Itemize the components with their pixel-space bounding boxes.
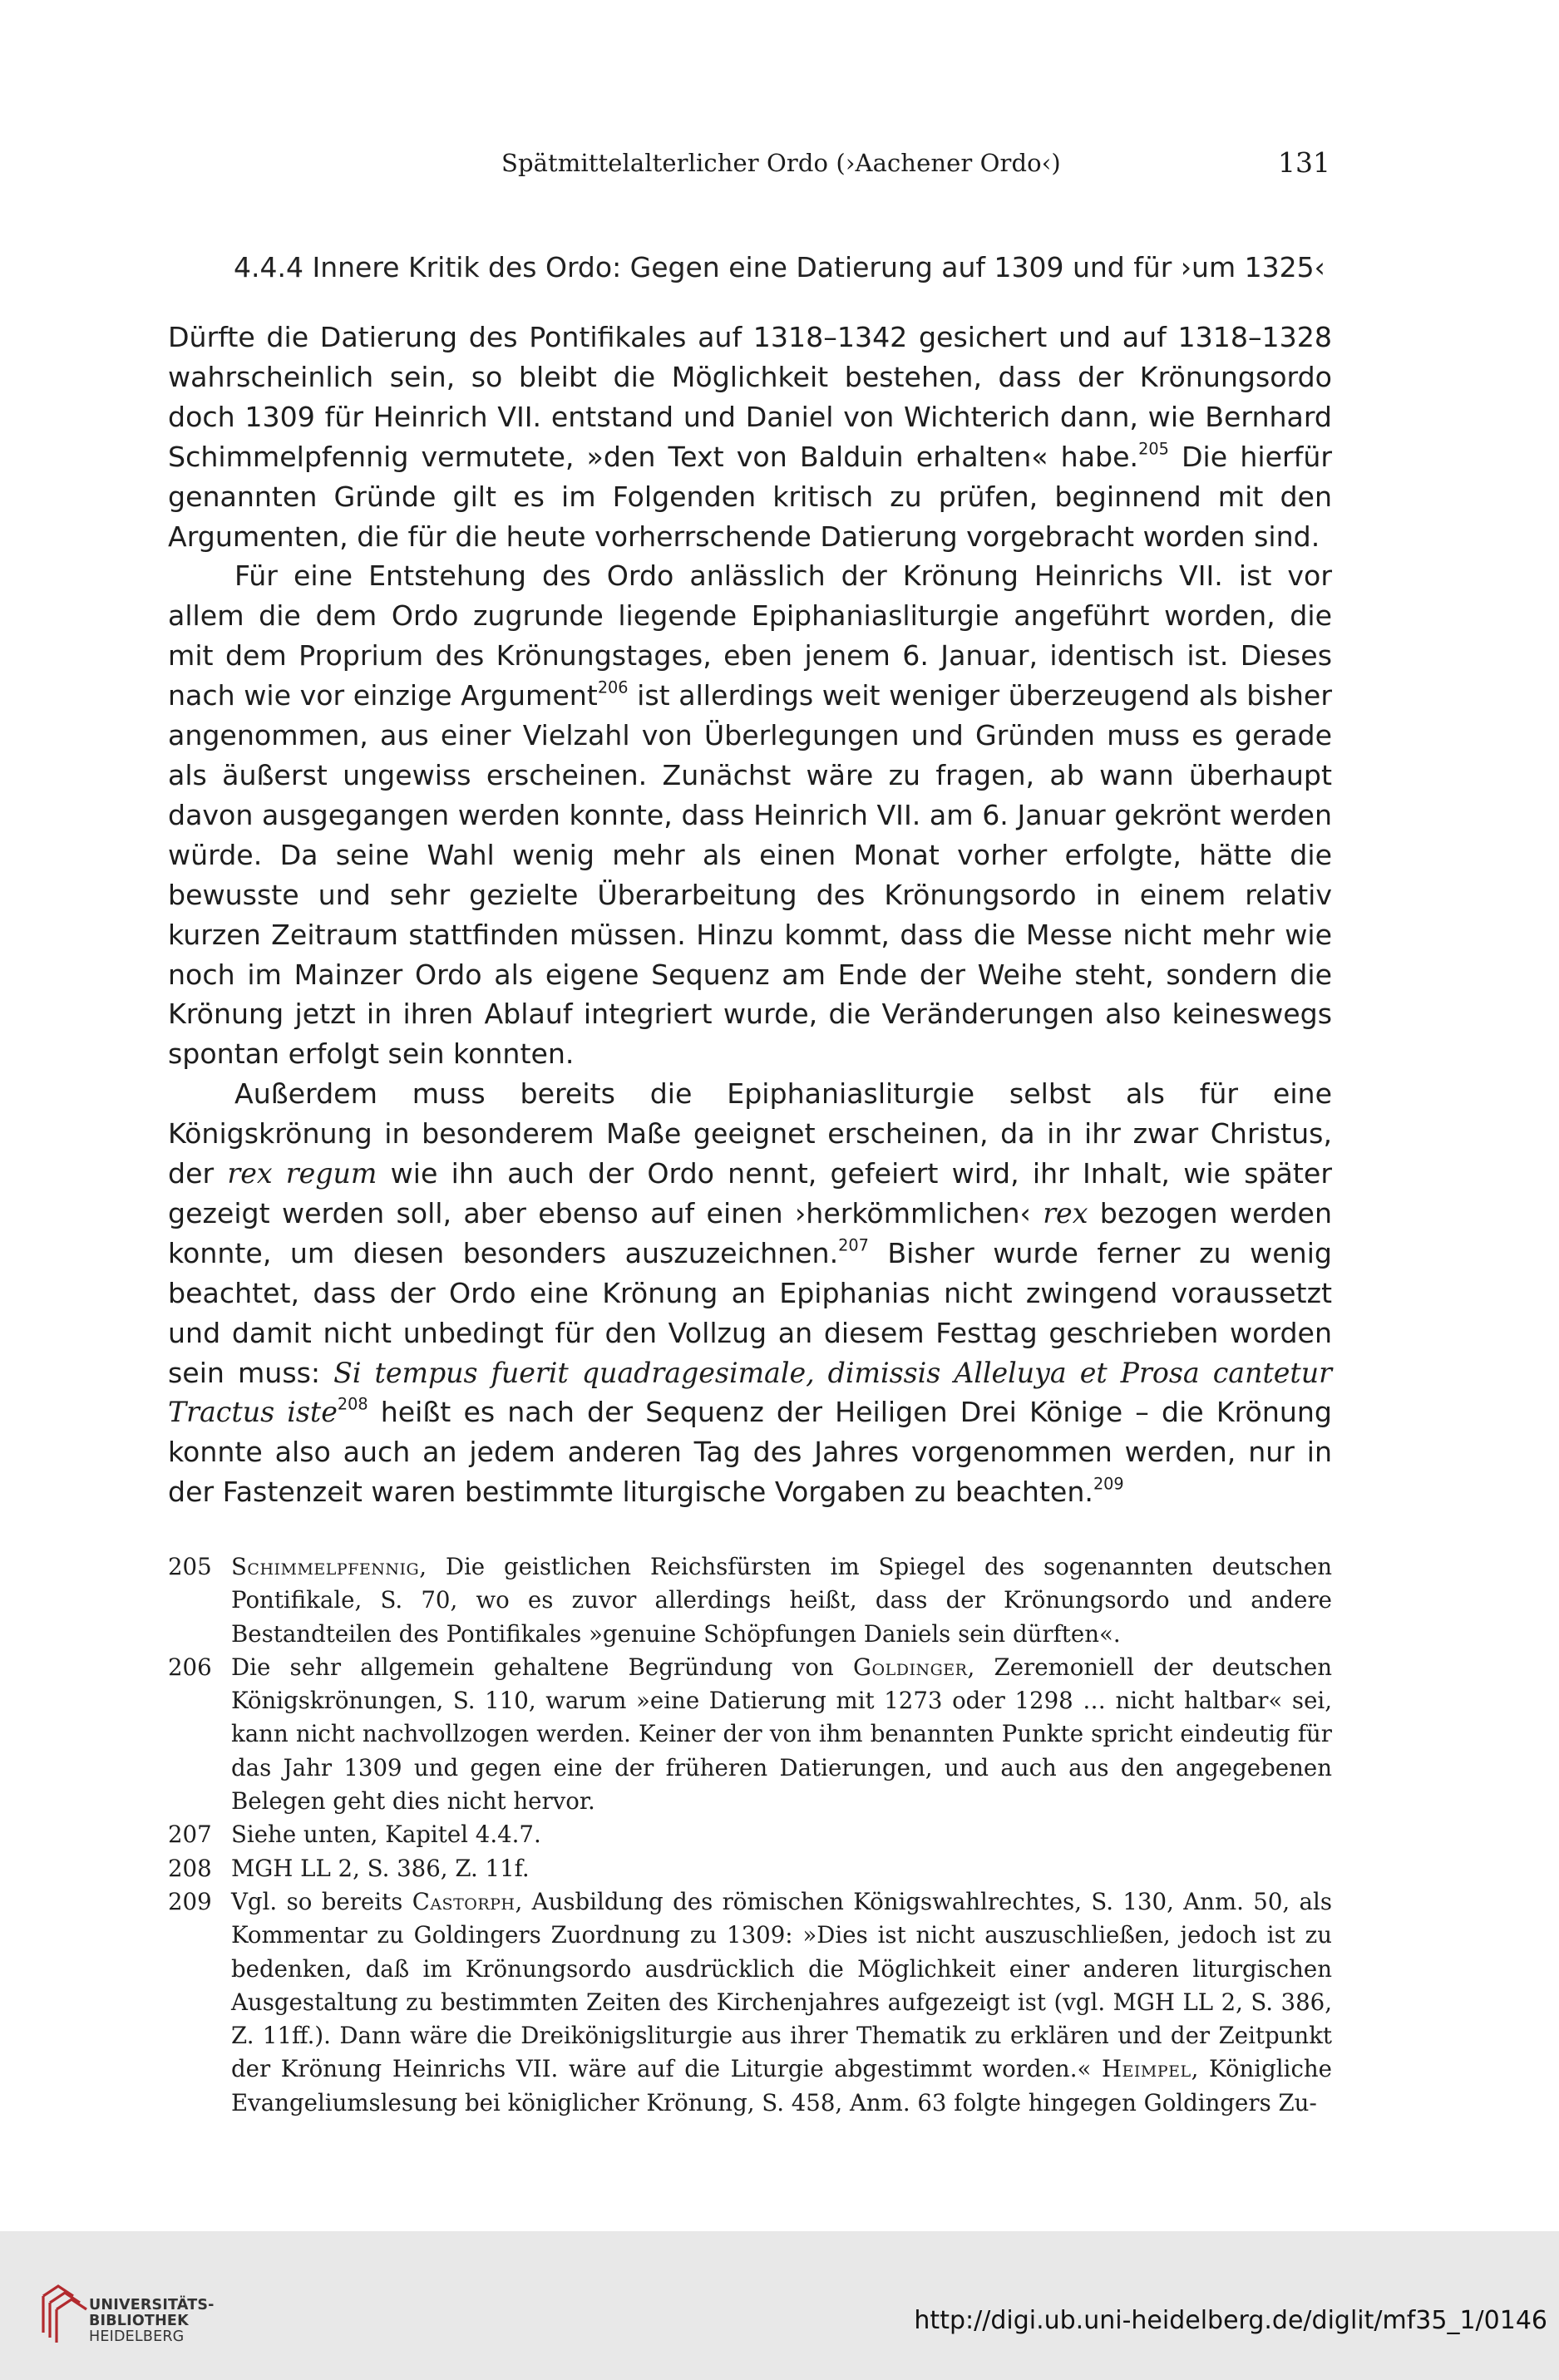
- footnotes: [168, 1550, 1332, 2120]
- latin-quote: Si tempus fuerit quadragesimale, dimissis Alleluya et Prosa cantetur Tractus iste: [168, 1356, 1332, 1429]
- footnote-ref-207[interactable]: 207: [838, 1235, 869, 1255]
- footnote-ref-205[interactable]: 205: [1138, 439, 1169, 459]
- footnote-author: Castorph: [412, 1887, 516, 1915]
- footnote-text: , Zeremoniell der deutschen Königskrönungen, S. 110, warum »eine Datierung mit 1273 oder 1298 … nicht haltbar« sei, kann nicht nachvollzogen werden. Keiner der von ihm benannten Punkte spricht eindeutig für das Jahr 1309 und gegen eine der früheren Datierungen, und auch aus den angegebenen Belegen geht dies nicht hervor.: [231, 1653, 1332, 1816]
- paragraph-1: [168, 318, 1332, 556]
- library-name-line: HEIDELBERG: [89, 2328, 185, 2345]
- footnote-text: Siehe unten, Kapitel 4.4.7.: [231, 1821, 541, 1849]
- footnote-number: 205: [168, 1553, 212, 1580]
- footnote-ref-209[interactable]: 209: [1093, 1474, 1124, 1494]
- text-run: Außerdem muss bereits die Epiphaniasliturgie selbst als für eine Königskrönung in besonderem Maße geeignet erscheinen, da in ihr zwar Christus, der: [168, 1077, 1332, 1190]
- footnote-206: [168, 1651, 1332, 1818]
- footnote-text: , Königliche Evangeliumslesung bei königlicher Krönung, S. 458, Anm. 63 folgte hingegen Goldingers Zu-: [231, 2055, 1332, 2116]
- library-footer-bar: [0, 2231, 1559, 2380]
- footnote-text: Die sehr allgemein gehaltene Begründung von: [231, 1653, 853, 1681]
- text-run: heißt es nach der Sequenz der Heiligen Drei Könige – die Krönung konnte also auch an jedem anderen Tag des Jahres vorgenommen werden, nur in der Fastenzeit waren bestimmte liturgische Vorgaben zu beachten.: [168, 1396, 1332, 1509]
- footnote-text: , Ausbildung des römischen Königswahlrechtes, S. 130, Anm. 50, als Kommentar zu Goldingers Zuordnung zu 1309: »Dies ist nicht auszuschließen, jedoch ist zu bedenken, daß im Krönungsordo ausdrücklich die Möglichkeit einer anderen liturgischen Ausgestaltung zu bestimmten Zeiten des Kirchenjahres aufgezeigt ist (vgl. MGH LL 2, S. 386, Z. 11ff.). Dann wäre die Dreikönigsliturgie aus ihrer Thematik zu erklären und der Zeitpunkt der Krönung Heinrichs VII. wäre auf die Liturgie abgestimmt worden.«: [231, 1887, 1332, 2083]
- footnote-number: 207: [168, 1821, 212, 1849]
- footnote-number: 206: [168, 1653, 212, 1681]
- body-text: [168, 318, 1332, 1512]
- text-run: Dürfte die Datierung des Pontifikales auf 1318–1342 gesichert und auf 1318–1328 wahrscheinlich sein, so bleibt die Möglichkeit bestehen, dass der Krönungsordo doch 1309 für Heinrich VII. entstand und Daniel von Wichterich dann, wie Bernhard Schimmelpfennig vermutete, »den Text von Balduin erhalten« habe.: [168, 321, 1332, 473]
- footnote-text: , Die geistlichen Reichsfürsten im Spiegel des sogenannten deutschen Pontifikale, S. 70, wo es zuvor allerdings heißt, dass der Krönungsordo und andere Bestandteilen des Pontifikales »genuine Schöpfungen Daniels sein dürften«.: [231, 1553, 1332, 1648]
- footnote-author: Schimmelpfennig: [231, 1553, 420, 1580]
- footnote-number: 208: [168, 1854, 212, 1882]
- text-run: wie ihn auch der Ordo nennt, gefeiert wird, ihr Inhalt, wie später gezeigt werden soll, aber ebenso auf einen ›herkömmlichen‹: [168, 1157, 1332, 1229]
- text-run: Für eine Entstehung des Ordo anlässlich der Krönung Heinrichs VII. ist vor allem die dem Ordo zugrunde liegende Epiphaniasliturgie angeführt worden, die mit dem Proprium des Krönungstages, eben jenem 6. Januar, identisch ist. Dieses nach wie vor einzige Argument: [168, 559, 1332, 712]
- library-logo-icon: [40, 2281, 90, 2344]
- footnote-207: [168, 1818, 1332, 1851]
- footnote-text: Vgl. so bereits: [231, 1887, 412, 1915]
- footnote-number: 209: [168, 1887, 212, 1915]
- text-run: ist allerdings weit weniger überzeugend als bisher angenommen, aus einer Vielzahl von Überlegungen und Gründen muss es gerade als äußerst ungewiss erscheinen. Zunächst wäre zu fragen, ab wann überhaupt davon ausgegangen werden konnte, dass Heinrich VII. am 6. Januar gekrönt werden würde. Da seine Wahl wenig mehr als einen Monat vorher erfolgte, hätte die bewusste und sehr gezielte Überarbeitung des Krönungsordo in einem relativ kurzen Zeitraum stattfinden müssen. Hinzu kommt, dass die Messe nicht mehr wie noch im Mainzer Ordo als eigene Sequenz am Ende der Weihe steht, sondern die Krönung jetzt in ihren Ablauf integriert wurde, die Veränderungen also keineswegs spontan erfolgt sein konnten.: [168, 679, 1332, 1071]
- page-number: 131: [1278, 146, 1330, 179]
- paragraph-2: [168, 556, 1332, 1074]
- digital-copy-url[interactable]: http://digi.ub.uni-heidelberg.de/diglit/mf35_1/0146: [914, 2306, 1547, 2335]
- footnote-text: MGH LL 2, S. 386, Z. 11f.: [231, 1854, 530, 1882]
- latin-term: rex regum: [227, 1157, 377, 1190]
- footnote-208: [168, 1852, 1332, 1885]
- text-run: bezogen werden konnte, um diesen besonders auszuzeichnen.: [168, 1196, 1333, 1269]
- paragraph-3: [168, 1074, 1332, 1512]
- footnote-209: [168, 1885, 1332, 2120]
- library-name: [89, 2298, 215, 2345]
- library-name-line: UNIVERSITÄTS-: [89, 2297, 215, 2313]
- running-title: Spätmittelalterlicher Ordo (›Aachener Ordo‹): [501, 149, 1061, 177]
- footnote-205: [168, 1550, 1332, 1651]
- footnote-author: Heimpel: [1101, 2055, 1191, 2083]
- footnote-ref-206[interactable]: 206: [597, 678, 629, 697]
- footnote-ref-208[interactable]: 208: [337, 1395, 368, 1415]
- library-name-line: BIBLIOTHEK: [89, 2313, 189, 2329]
- text-run: Bisher wurde ferner zu wenig beachtet, dass der Ordo eine Krönung an Epiphanias nicht zwingend voraussetzt und damit nicht unbedingt für den Vollzug an diesem Festtag geschrieben worden sein muss:: [168, 1236, 1332, 1389]
- section-heading: 4.4.4 Innere Kritik des Ordo: Gegen eine Datierung auf 1309 und für ›um 1325‹: [234, 251, 1325, 283]
- latin-term: rex: [1043, 1196, 1088, 1229]
- text-run: Die hierfür genannten Gründe gilt es im Folgenden kritisch zu prüfen, beginnend mit den Argumenten, die für die heute vorherrschende Datierung vorgebracht worden sind.: [168, 440, 1332, 553]
- footnote-author: Goldinger: [853, 1653, 968, 1681]
